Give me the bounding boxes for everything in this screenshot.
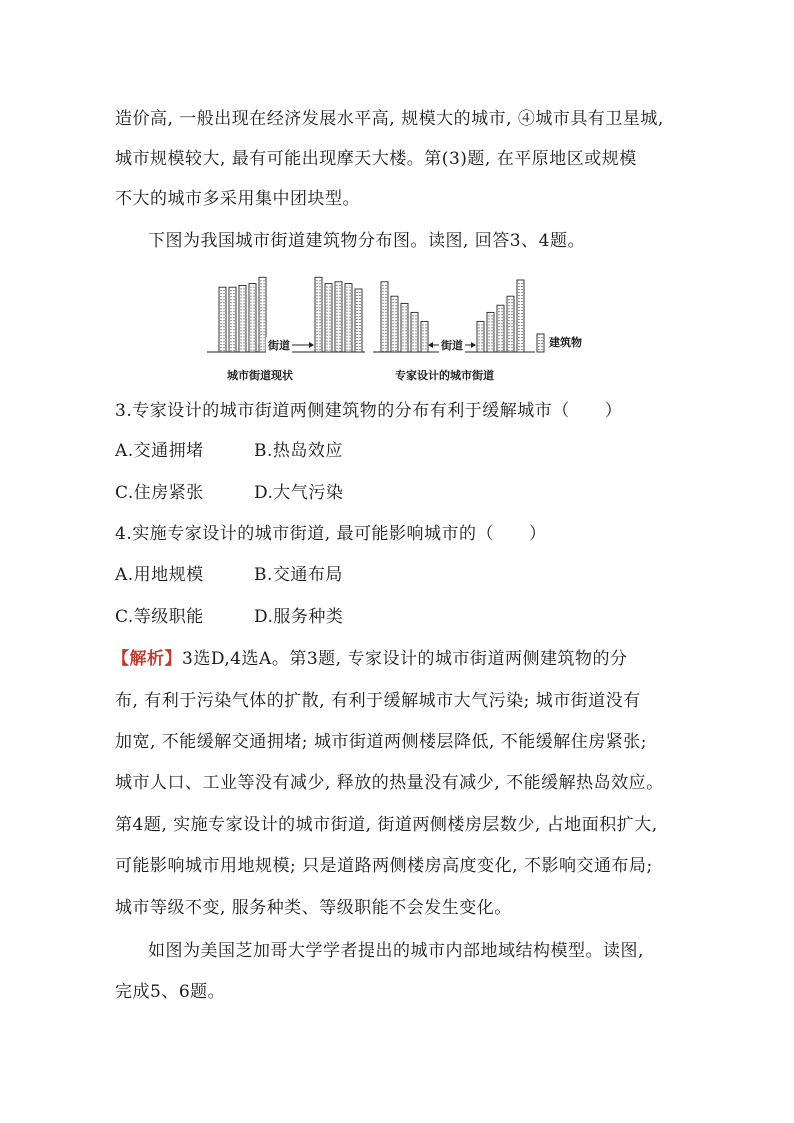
street-building-figure xyxy=(205,262,605,387)
q3-option-d: D.大气污染 xyxy=(254,483,344,503)
paragraph-line-2: 城市规模较大, 最有可能出现摩天大楼。第(3)题, 在平原地区或规模 xyxy=(115,149,637,169)
analysis-text-1: 3选D,4选A。第3题, 专家设计的城市街道两侧建筑物的分 xyxy=(182,649,628,669)
building-left-b-1 xyxy=(325,284,332,352)
street-label-left: 街道 xyxy=(268,339,290,352)
q3-option-c: C.住房紧张 xyxy=(115,483,204,503)
building-right-a-0 xyxy=(381,282,388,352)
left-caption: 城市街道现状 xyxy=(227,369,293,382)
next-intro-line-1: 如图为美国芝加哥大学学者提出的城市内部地域结构模型。读图, xyxy=(148,941,644,961)
figure-intro: 下图为我国城市街道建筑物分布图。读图, 回答3、4题。 xyxy=(148,231,585,251)
q4-option-a: A.用地规模 xyxy=(115,565,204,585)
building-left-b-2 xyxy=(335,282,342,352)
analysis-tag: 【解析】 xyxy=(112,649,182,669)
building-right-a-2 xyxy=(401,303,408,352)
building-left-b-3 xyxy=(345,284,352,352)
q4-option-d: D.服务种类 xyxy=(254,607,344,627)
q4-option-b: B.交通布局 xyxy=(254,565,343,585)
building-right-b-0 xyxy=(477,321,484,352)
analysis-line-6: 可能影响城市用地规模; 只是道路两侧楼房高度变化, 不影响交通布局; xyxy=(115,856,653,876)
analysis-line-3: 加宽, 不能缓解交通拥堵; 城市街道两侧楼层降低, 不能缓解住房紧张; xyxy=(115,732,647,752)
building-left-b-4 xyxy=(355,289,362,352)
question-4: 4.实施专家设计的城市街道, 最可能影响城市的（ ） xyxy=(115,524,547,544)
building-right-b-3 xyxy=(507,296,514,352)
analysis-line-1 xyxy=(112,648,627,670)
building-left-a-3 xyxy=(249,284,256,352)
paragraph-line-3: 不大的城市多采用集中团块型。 xyxy=(115,189,360,209)
building-left-a-0 xyxy=(219,287,226,352)
building-right-a-1 xyxy=(391,296,398,352)
analysis-line-7: 城市等级不变, 服务种类、等级职能不会发生变化。 xyxy=(115,898,512,918)
street-arrow-left-r xyxy=(309,342,314,348)
legend-building-icon xyxy=(537,334,544,352)
right-caption: 专家设计的城市街道 xyxy=(395,369,494,382)
analysis-line-5: 第4题, 实施专家设计的城市街道, 街道两侧楼房层数少, 占地面积扩大, xyxy=(115,815,658,835)
street-arrow-right-r xyxy=(471,342,476,348)
building-right-a-4 xyxy=(421,321,428,352)
analysis-line-2: 布, 有利于污染气体的扩散, 有利于缓解城市大气污染; 城市街道没有 xyxy=(115,691,641,711)
q3-option-b: B.热岛效应 xyxy=(254,441,343,461)
building-right-b-1 xyxy=(487,312,494,352)
street-arrow-right-l xyxy=(428,342,433,348)
building-right-b-4 xyxy=(517,280,524,352)
building-right-b-2 xyxy=(497,305,504,352)
question-3: 3.专家设计的城市街道两侧建筑物的分布有利于缓解城市（ ） xyxy=(115,401,623,421)
paragraph-line-1: 造价高, 一般出现在经济发展水平高, 规模大的城市, ④城市具有卫星城, xyxy=(115,109,664,129)
building-left-b-0 xyxy=(315,277,322,352)
street-label-right: 街道 xyxy=(441,339,463,352)
analysis-line-4: 城市人口、工业等没有减少, 释放的热量没有减少, 不能缓解热岛效应。 xyxy=(115,773,664,793)
q3-option-a: A.交通拥堵 xyxy=(115,441,204,461)
building-left-a-4 xyxy=(259,277,266,352)
building-right-a-3 xyxy=(411,312,418,352)
next-intro-line-2: 完成5、6题。 xyxy=(115,982,226,1002)
q4-option-c: C.等级职能 xyxy=(115,607,204,627)
legend-label: 建筑物 xyxy=(549,336,582,349)
building-left-a-2 xyxy=(239,285,246,352)
building-left-a-1 xyxy=(229,287,236,352)
